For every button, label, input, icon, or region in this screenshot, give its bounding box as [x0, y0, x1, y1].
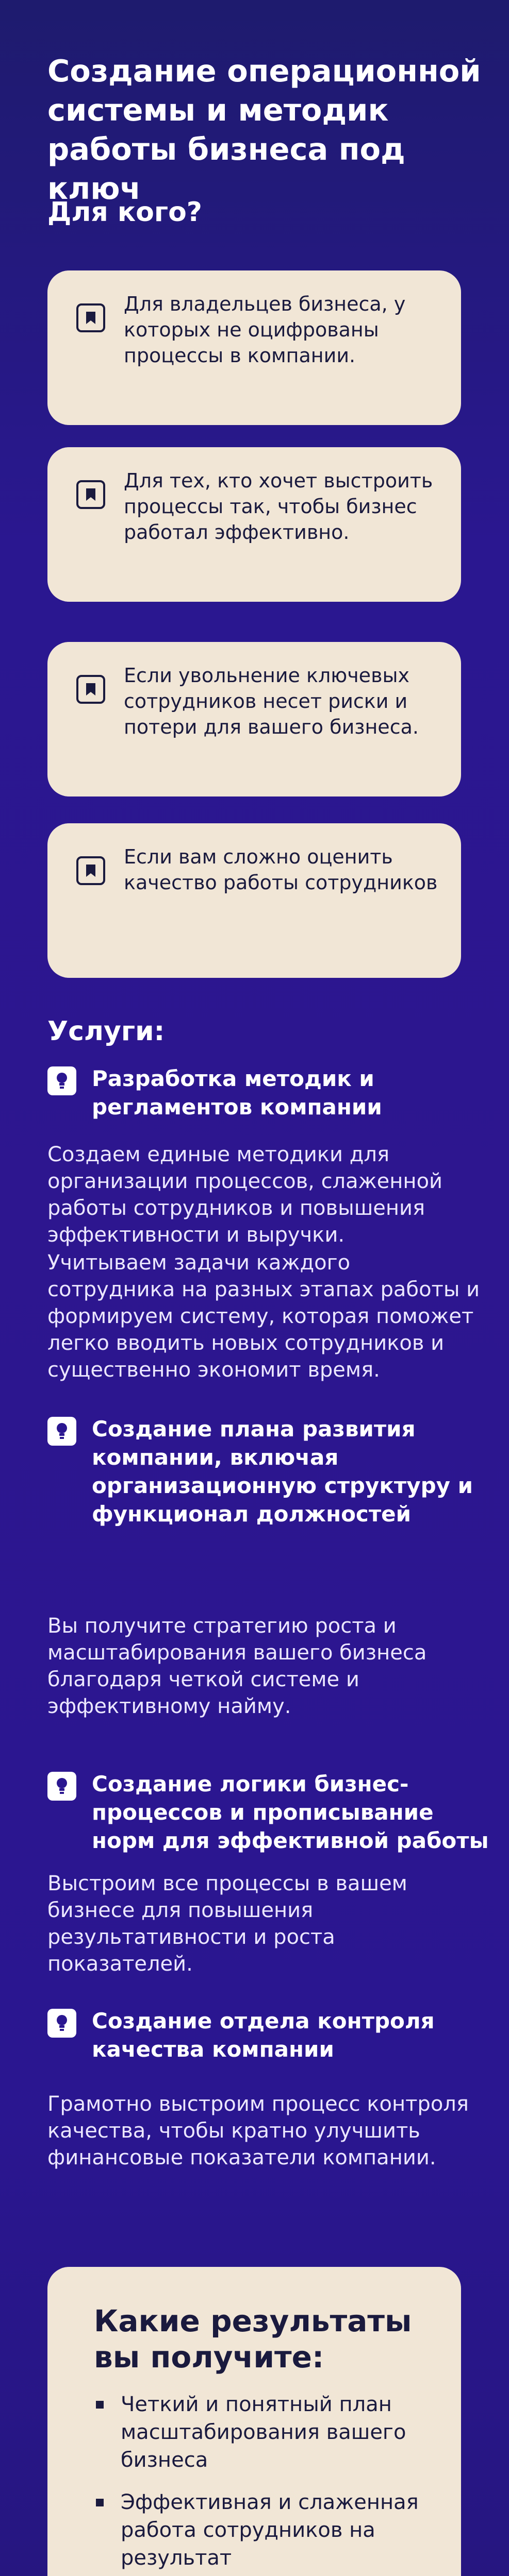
- service-description: Грамотно выстроим процесс контроля качества, чтобы кратно улучшить финансовые показатели компании.: [47, 2092, 469, 2170]
- bullet-icon: [96, 2499, 104, 2506]
- list-item: [94, 2391, 430, 2474]
- service-heading-text: Создание плана развития компании, включая организационную структуру и функционал должностей: [92, 1416, 473, 1527]
- audience-card: [47, 642, 461, 796]
- bullet-icon: [96, 2401, 104, 2409]
- results-title: [94, 2303, 430, 2375]
- audience-title: Для кого?: [47, 197, 202, 228]
- lightbulb-icon: [47, 2009, 76, 2038]
- results-title-line: вы получите:: [94, 2340, 324, 2375]
- audience-card-text: Для тех, кто хочет выстроить процессы так, чтобы бизнес работал эффективно.: [124, 469, 433, 544]
- service-heading: [47, 1415, 491, 1528]
- service-heading-text: Разработка методик и регламентов компании: [92, 1066, 382, 1120]
- service-heading: [47, 2007, 491, 2063]
- lightbulb-icon: [47, 1772, 76, 1801]
- page-title: Создание операционной системы и методик работы бизнеса под ключ: [47, 53, 481, 206]
- service-heading: [47, 1770, 491, 1855]
- bookmark-icon: [76, 675, 105, 704]
- list-item-text: Четкий и понятный план масштабирования вашего бизнеса: [121, 2393, 406, 2472]
- audience-card-text: Для владельцев бизнеса, у которых не оцифрованы процессы в компании.: [124, 293, 406, 367]
- service-description: Создаем единые методики для организации процессов, слаженной работы сотрудников и повышения эффективности и выручки.: [47, 1143, 443, 1247]
- results-card: [47, 2267, 461, 2576]
- bookmark-icon: [76, 480, 105, 509]
- audience-card: [47, 823, 461, 978]
- bookmark-icon: [76, 303, 105, 332]
- audience-card-text: Если вам сложно оценить качество работы сотрудников: [124, 845, 438, 894]
- lightbulb-icon: [47, 1066, 76, 1095]
- bookmark-icon: [76, 856, 105, 885]
- audience-card: [47, 447, 461, 602]
- services-title: Услуги:: [47, 1016, 165, 1047]
- service-heading: [47, 1064, 491, 1121]
- service-heading-text: Создание логики бизнес-процессов и прописывание норм для эффективной работы: [92, 1771, 489, 1853]
- service-description: Выстроим все процессы в вашем бизнесе для повышения результативности и роста показателей.: [47, 1872, 407, 1976]
- service-description: Вы получите стратегию роста и масштабирования вашего бизнеса благодаря четкой системе и эффективному найму.: [47, 1614, 427, 1718]
- lightbulb-icon: [47, 1417, 76, 1446]
- list-item-text: Эффективная и слаженная работа сотрудников на результат: [121, 2490, 419, 2570]
- service-description: Учитываем задачи каждого сотрудника на разных этапах работы и формируем систему, которая поможет легко вводить новых сотрудников и существенно экономит время.: [47, 1251, 480, 1382]
- results-title-line: Какие результаты: [94, 2303, 412, 2338]
- results-list: [94, 2391, 430, 2576]
- audience-card: [47, 270, 461, 425]
- audience-card-text: Если увольнение ключевых сотрудников несет риски и потери для вашего бизнеса.: [124, 664, 419, 738]
- list-item: [94, 2488, 430, 2572]
- service-heading-text: Создание отдела контроля качества компании: [92, 2008, 435, 2062]
